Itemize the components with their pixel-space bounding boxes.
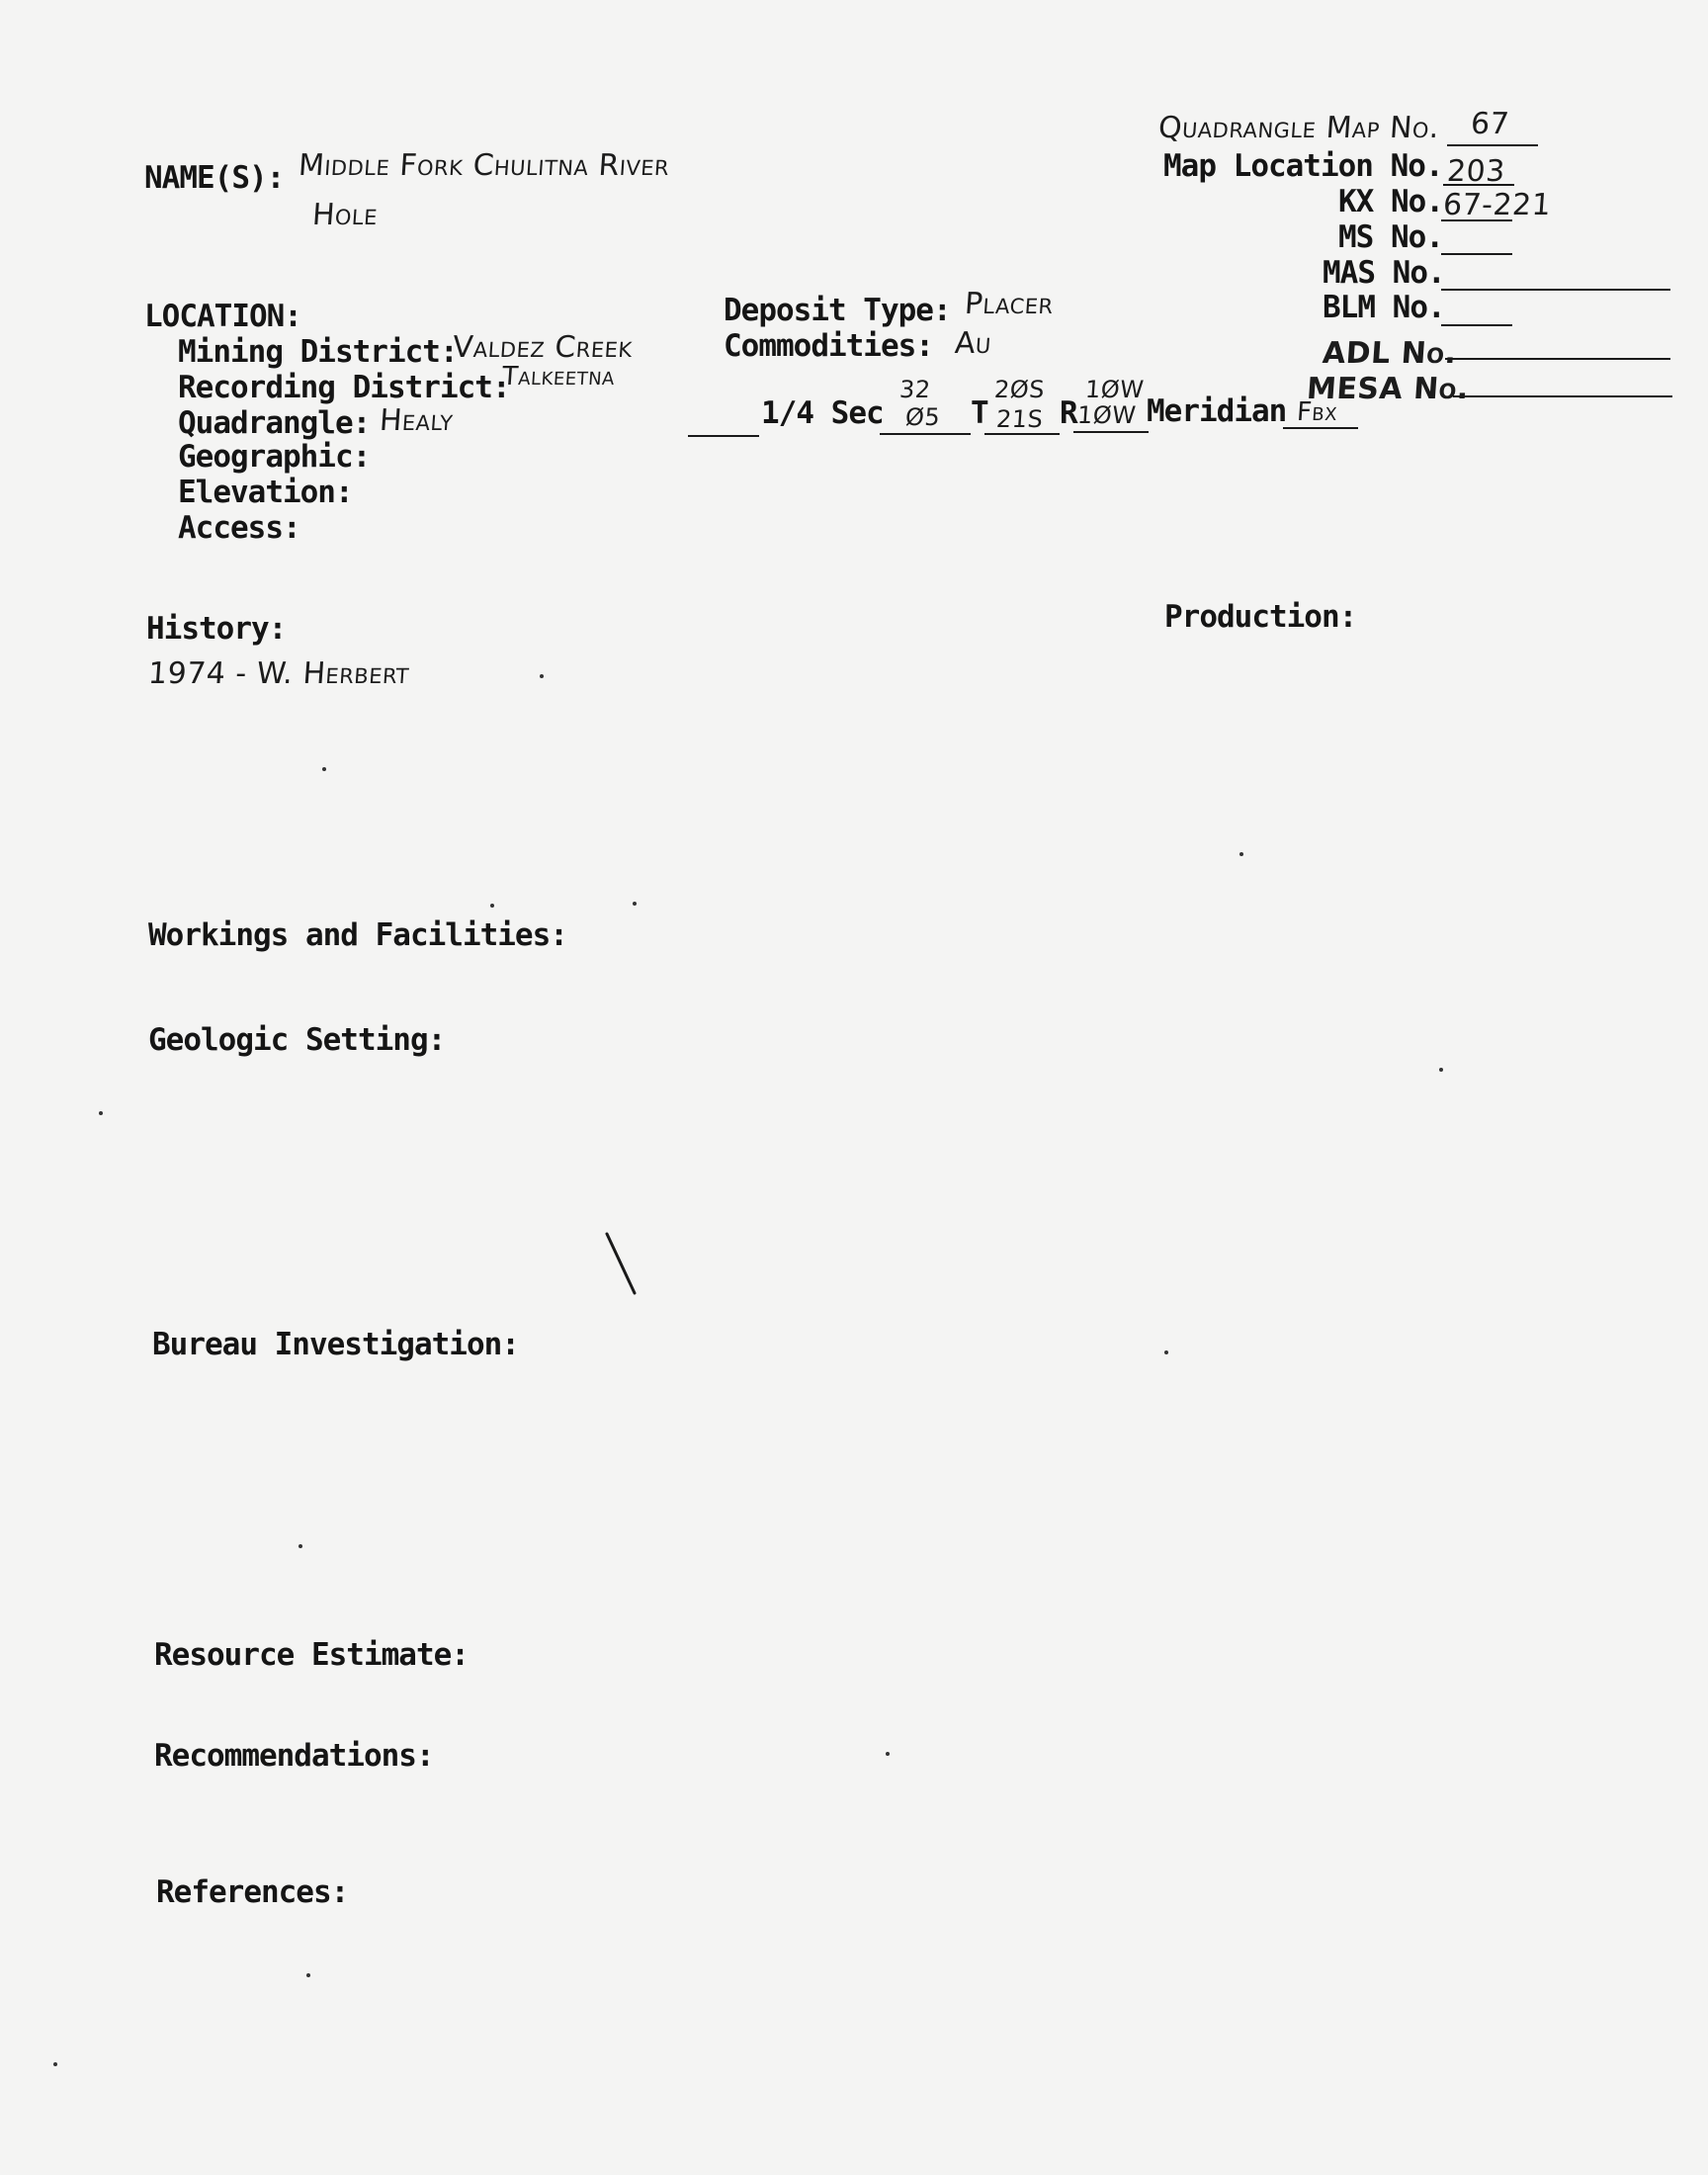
- adl-line: [1445, 358, 1670, 360]
- names-line1: Middle Fork Chulitna River: [297, 148, 671, 183]
- scan-speck: [53, 2062, 57, 2066]
- bureau-label: Bureau Investigation:: [152, 1327, 519, 1362]
- elevation-label: Elevation:: [178, 475, 353, 510]
- ms-label: MS No.: [1338, 219, 1443, 255]
- mesa-label: MESA No.: [1305, 372, 1471, 406]
- quarter-sec-label: 1/4 Sec: [761, 395, 884, 431]
- commodities-label: Commodities:: [724, 328, 933, 364]
- sec-value: Ø5: [904, 403, 942, 431]
- recording-district-value: Talkeetna: [500, 362, 617, 392]
- meridian-value: Fbx: [1295, 397, 1339, 427]
- kx-value: 67-221: [1441, 188, 1553, 222]
- quadrangle-map-line: [1447, 144, 1538, 146]
- kx-line: [1441, 219, 1512, 221]
- resource-label: Resource Estimate:: [154, 1637, 469, 1673]
- sec-above-value: 32: [898, 376, 932, 403]
- names-line2: Hole: [310, 198, 380, 232]
- deposit-type-value: Placer: [963, 287, 1056, 321]
- meridian-label: Meridian: [1147, 393, 1287, 429]
- scan-speck: [886, 1752, 890, 1756]
- quadrangle-map-label: Quadrangle Map No.: [1156, 111, 1441, 145]
- scan-speck: [306, 1973, 310, 1977]
- scan-speck: [1239, 852, 1243, 856]
- production-label: Production:: [1164, 599, 1357, 635]
- map-location-line: [1443, 184, 1514, 186]
- geographic-label: Geographic:: [178, 439, 371, 475]
- scan-speck: [633, 902, 637, 906]
- mining-district-value: Valdez Creek: [451, 330, 635, 365]
- recording-district-label: Recording District:: [178, 370, 510, 405]
- blm-line: [1441, 324, 1512, 326]
- scan-speck: [299, 1544, 302, 1548]
- blm-label: BLM No.: [1323, 290, 1445, 325]
- r-label: R: [1060, 395, 1077, 431]
- references-label: References:: [156, 1874, 349, 1910]
- scan-speck: [540, 674, 544, 678]
- recommendations-label: Recommendations:: [154, 1738, 434, 1774]
- t-label: T: [971, 395, 988, 431]
- quadrangle-value: Healy: [378, 403, 455, 438]
- commodities-value: Au: [953, 326, 993, 361]
- mesa-line: [1453, 395, 1672, 397]
- access-label: Access:: [178, 510, 300, 546]
- quarter-line: [688, 435, 759, 437]
- t-value: 21S: [995, 405, 1045, 433]
- geologic-label: Geologic Setting:: [148, 1022, 446, 1058]
- adl-label: ADL No.: [1321, 336, 1458, 371]
- workings-label: Workings and Facilities:: [148, 917, 567, 953]
- scan-speck: [322, 767, 326, 771]
- r-line: [1073, 431, 1149, 433]
- quadrangle-map-value: 67: [1469, 107, 1511, 141]
- t-above-value: 2ØS: [993, 376, 1046, 403]
- mas-line: [1441, 289, 1670, 291]
- history-value: 1974 - W. Herbert: [146, 656, 411, 691]
- map-location-value: 203: [1445, 154, 1506, 189]
- ms-line: [1441, 253, 1512, 255]
- scan-speck: [99, 1111, 103, 1115]
- r-above-value: 1ØW: [1084, 376, 1146, 403]
- mining-district-label: Mining District:: [178, 334, 458, 370]
- quadrangle-label: Quadrangle:: [178, 405, 371, 441]
- scan-speck: [490, 904, 494, 908]
- history-label: History:: [146, 611, 287, 647]
- names-label: NAME(S):: [144, 160, 285, 196]
- mas-label: MAS No.: [1323, 255, 1445, 291]
- r-value: 1ØW: [1076, 401, 1138, 429]
- t-line: [984, 433, 1060, 435]
- kx-label: KX No.: [1338, 184, 1443, 219]
- meridian-line: [1283, 427, 1358, 429]
- scan-speck: [1439, 1068, 1443, 1072]
- sec-line: [880, 433, 971, 435]
- location-label: LOCATION:: [144, 299, 301, 334]
- map-location-label: Map Location No.: [1163, 148, 1443, 184]
- stray-pen-mark: [601, 1230, 640, 1299]
- scan-speck: [1164, 1350, 1168, 1354]
- deposit-type-label: Deposit Type:: [724, 293, 951, 328]
